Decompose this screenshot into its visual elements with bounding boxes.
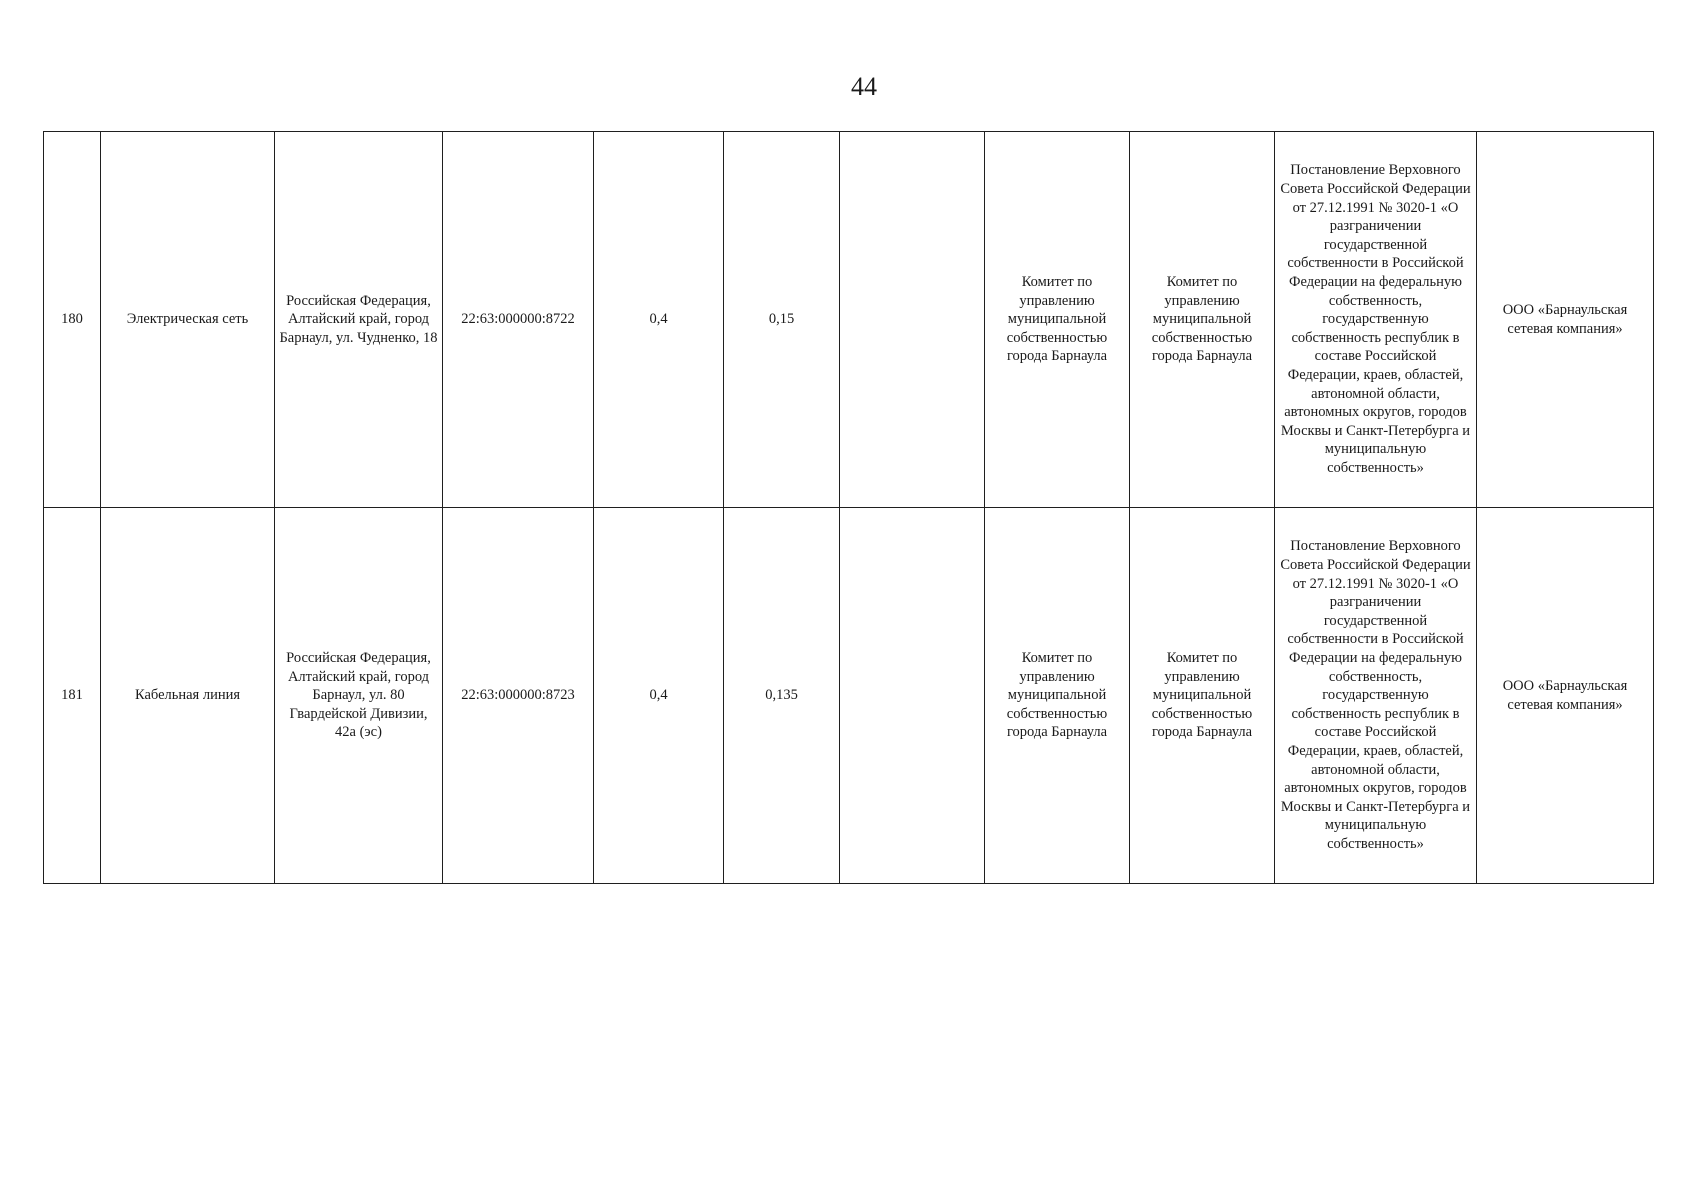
object-name: Электрическая сеть: [101, 132, 275, 508]
voltage-value: 0,4: [594, 132, 724, 508]
holder-name: Комитет по управлению муниципальной собственностью города Барнаула: [985, 132, 1130, 508]
table-row: [44, 508, 1654, 884]
voltage-value: 0,4: [594, 508, 724, 884]
empty-cell: [840, 132, 985, 508]
row-number: 181: [44, 508, 101, 884]
table-row: [44, 132, 1654, 508]
legal-basis: Постановление Верховного Совета Российской Федерации от 27.12.1991 № 3020-1 «О разграничении государственной собственности в Российской Федерации на федеральную собственность, государственную собственность республик в составе Российской Федерации, краев, областей, автономной области, автономных округов, городов Москвы и Санкт-Петербурга и муниципальную собственность»: [1275, 132, 1477, 508]
row-number: 180: [44, 132, 101, 508]
operator-name: ООО «Барнаульская сетевая компания»: [1477, 132, 1654, 508]
length-value: 0,135: [724, 508, 840, 884]
page-number: 44: [851, 72, 877, 101]
cadastral-number: 22:63:000000:8722: [443, 132, 594, 508]
length-value: 0,15: [724, 132, 840, 508]
owner-name: Комитет по управлению муниципальной собственностью города Барнаула: [1130, 508, 1275, 884]
registry-table: [43, 131, 1654, 884]
object-name: Кабельная линия: [101, 508, 275, 884]
cadastral-number: 22:63:000000:8723: [443, 508, 594, 884]
operator-name: ООО «Барнаульская сетевая компания»: [1477, 508, 1654, 884]
holder-name: Комитет по управлению муниципальной собственностью города Барнаула: [985, 508, 1130, 884]
owner-name: Комитет по управлению муниципальной собственностью города Барнаула: [1130, 132, 1275, 508]
empty-cell: [840, 508, 985, 884]
object-address: Российская Федерация, Алтайский край, город Барнаул, ул. 80 Гвардейской Дивизии, 42а (эс): [275, 508, 443, 884]
legal-basis: Постановление Верховного Совета Российской Федерации от 27.12.1991 № 3020-1 «О разграничении государственной собственности в Российской Федерации на федеральную собственность, государственную собственность республик в составе Российской Федерации, краев, областей, автономной области, автономных округов, городов Москвы и Санкт-Петербурга и муниципальную собственность»: [1275, 508, 1477, 884]
object-address: Российская Федерация, Алтайский край, город Барнаул, ул. Чудненко, 18: [275, 132, 443, 508]
